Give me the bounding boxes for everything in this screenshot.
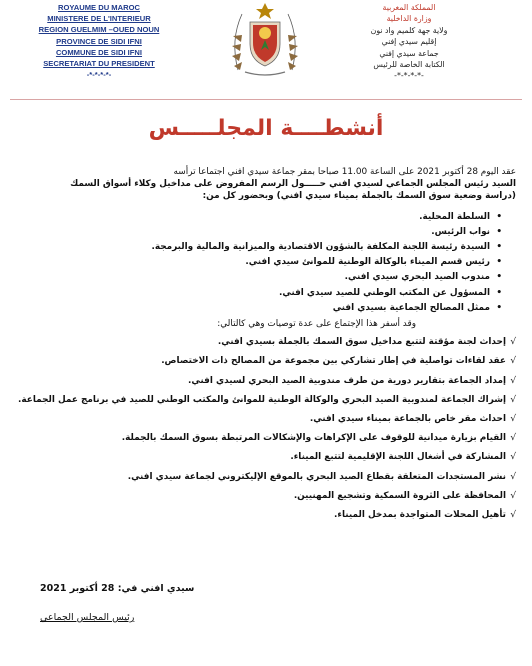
recommendation-text: القيام بزيارة ميدانية للوقوف على الإكراهات والإشكالات المرتبطة بسوق السمك بالجملة. bbox=[121, 433, 506, 444]
header-line: المملكة المغربية bbox=[382, 3, 436, 12]
recommendation-text: احداث مقر خاص بالجماعة بميناء سيدي افني. bbox=[309, 414, 506, 425]
attendee-text: رئيس قسم الميناء بالوكالة الوطنية للموانئ سيدي افني. bbox=[245, 257, 490, 268]
header-line: PROVINCE DE SIDI IFNI bbox=[56, 36, 142, 46]
recommendations-list bbox=[14, 336, 516, 521]
list-item bbox=[14, 432, 516, 444]
coat-of-arms-emblem bbox=[220, 0, 310, 78]
header-line: ROYAUME DU MAROC bbox=[58, 3, 140, 12]
recommendation-text: المحافظة على الثروة السمكية وتشجيع المهنيين. bbox=[293, 490, 506, 501]
header-line: MINISTERE DE L'INTERIEUR bbox=[47, 14, 151, 24]
recommendation-text: إحداث لجنة مؤقتة لتتبع مداخيل سوق السمك بالجملة بسيدي افني. bbox=[217, 337, 506, 348]
header-line: REGION GUELMIM –OUED NOUN bbox=[38, 25, 160, 35]
signature-title: رئيس المجلس الجماعي bbox=[40, 612, 135, 623]
document-date: سيدي افني في: 28 أكتوبر 2021 bbox=[40, 583, 195, 594]
check-icon: √ bbox=[510, 414, 516, 425]
check-icon: √ bbox=[510, 337, 516, 348]
header-divider bbox=[10, 99, 522, 100]
check-icon: √ bbox=[510, 471, 516, 482]
list-item bbox=[14, 336, 516, 348]
attendee-text: مندوب الصيد البحري سيدي افني. bbox=[344, 272, 490, 283]
list-item bbox=[14, 241, 502, 253]
list-item bbox=[14, 211, 502, 223]
attendee-text: السيدة رئيسة اللجنة المكلفة بالشؤون الاقتصادية والميزانية والمالية والبرمجة. bbox=[151, 242, 490, 253]
list-item bbox=[14, 375, 516, 387]
bullet-icon: • bbox=[496, 257, 502, 268]
recommendation-text: المشاركة في أشغال اللجنة الإقليمية لتتبع الميناء. bbox=[290, 452, 506, 463]
recommendation-text: نشر المستجدات المتعلقة بقطاع الصيد البحري بالموقع الإليكتروني لجماعة سيدي افني. bbox=[127, 471, 506, 482]
bullet-icon: • bbox=[496, 226, 502, 237]
bullet-icon: • bbox=[496, 211, 502, 222]
recommendation-text: تأهيل المحلات المتواجدة بمدخل الميناء. bbox=[334, 510, 506, 521]
header-line: وزارة الداخلية bbox=[386, 14, 432, 24]
header-line: -*-*-*-*- bbox=[86, 70, 112, 80]
recommendation-text: إشراك الجماعة لمندوبية الصيد البحري والوكالة الوطنية للموانئ والمكتب الوطني للصيد في برنامج عمل الجماعة. bbox=[18, 394, 506, 405]
bullet-icon: • bbox=[496, 242, 502, 253]
list-item bbox=[14, 413, 516, 425]
header-line: جماعة سيدي إفني bbox=[379, 48, 439, 58]
list-item bbox=[14, 490, 516, 502]
check-icon: √ bbox=[510, 433, 516, 444]
header-line: COMMUNE DE SIDI IFNI bbox=[55, 47, 143, 57]
list-item bbox=[14, 471, 516, 483]
header-french bbox=[14, 2, 184, 80]
header-line: ولاية جهة كلميم واد نون bbox=[370, 25, 448, 35]
check-icon: √ bbox=[510, 375, 516, 386]
attendee-text: نواب الرئيس. bbox=[431, 226, 490, 237]
check-icon: √ bbox=[510, 356, 516, 367]
list-item bbox=[14, 355, 516, 367]
header-line: SECRETARIAT DU PRESIDENT bbox=[43, 59, 155, 69]
attendee-text: السلطة المحلية. bbox=[419, 211, 490, 222]
header-line: الكتابة الخاصة للرئيس bbox=[373, 60, 445, 70]
check-icon: √ bbox=[510, 452, 516, 463]
list-item bbox=[14, 226, 502, 238]
intro-line: عقد اليوم 28 أكتوبر 2021 على الساعة 11.00 صباحا بمقر جماعة سيدي افني اجتماعا ترأسه bbox=[173, 167, 516, 177]
list-item bbox=[14, 509, 516, 521]
attendee-text: ممثل المصالح الجماعية بسيدي افني bbox=[332, 302, 490, 313]
list-item bbox=[14, 287, 502, 299]
bullet-icon: • bbox=[496, 272, 502, 283]
attendees-list bbox=[14, 211, 502, 314]
intro-line: السيد رئيس المجلس الجماعي لسيدي افني حـــــول الرسم المفروض على مداخيل وكلاء أسواق السمك bbox=[70, 179, 516, 190]
header-line: إقليم سيدي إفني bbox=[381, 37, 437, 47]
header-line: -*-*-*-*- bbox=[394, 71, 424, 81]
recommendations-lead: وقد أسفر هذا الإجتماع على عدة توصيات وهي كالتالي: bbox=[217, 319, 416, 330]
attendee-text: المسؤول عن المكتب الوطني للصيد سيدي افني. bbox=[278, 287, 490, 298]
bullet-icon: • bbox=[496, 302, 502, 313]
recommendation-text: عقد لقاءات تواصلية في إطار تشاركي بين مجموعة من المصالح ذات الاختصاص. bbox=[161, 356, 506, 367]
list-item bbox=[14, 394, 516, 406]
bullet-icon: • bbox=[496, 287, 502, 298]
list-item bbox=[14, 451, 516, 463]
document-body bbox=[14, 166, 516, 528]
header-arabic bbox=[334, 2, 484, 82]
recommendation-text: إمداد الجماعة بتقارير دورية من طرف مندوبية الصيد البحري لسيدي افني. bbox=[188, 375, 506, 386]
intro-line: (دراسة وضعية سوق السمك بالجملة بميناء سيدي افني) وبحضور كل من: bbox=[202, 191, 516, 202]
check-icon: √ bbox=[510, 394, 516, 405]
check-icon: √ bbox=[510, 510, 516, 521]
check-icon: √ bbox=[510, 490, 516, 501]
page-title: أنشطــــة المجلـــــس bbox=[148, 116, 384, 141]
list-item bbox=[14, 256, 502, 268]
list-item bbox=[14, 302, 502, 314]
list-item bbox=[14, 271, 502, 283]
